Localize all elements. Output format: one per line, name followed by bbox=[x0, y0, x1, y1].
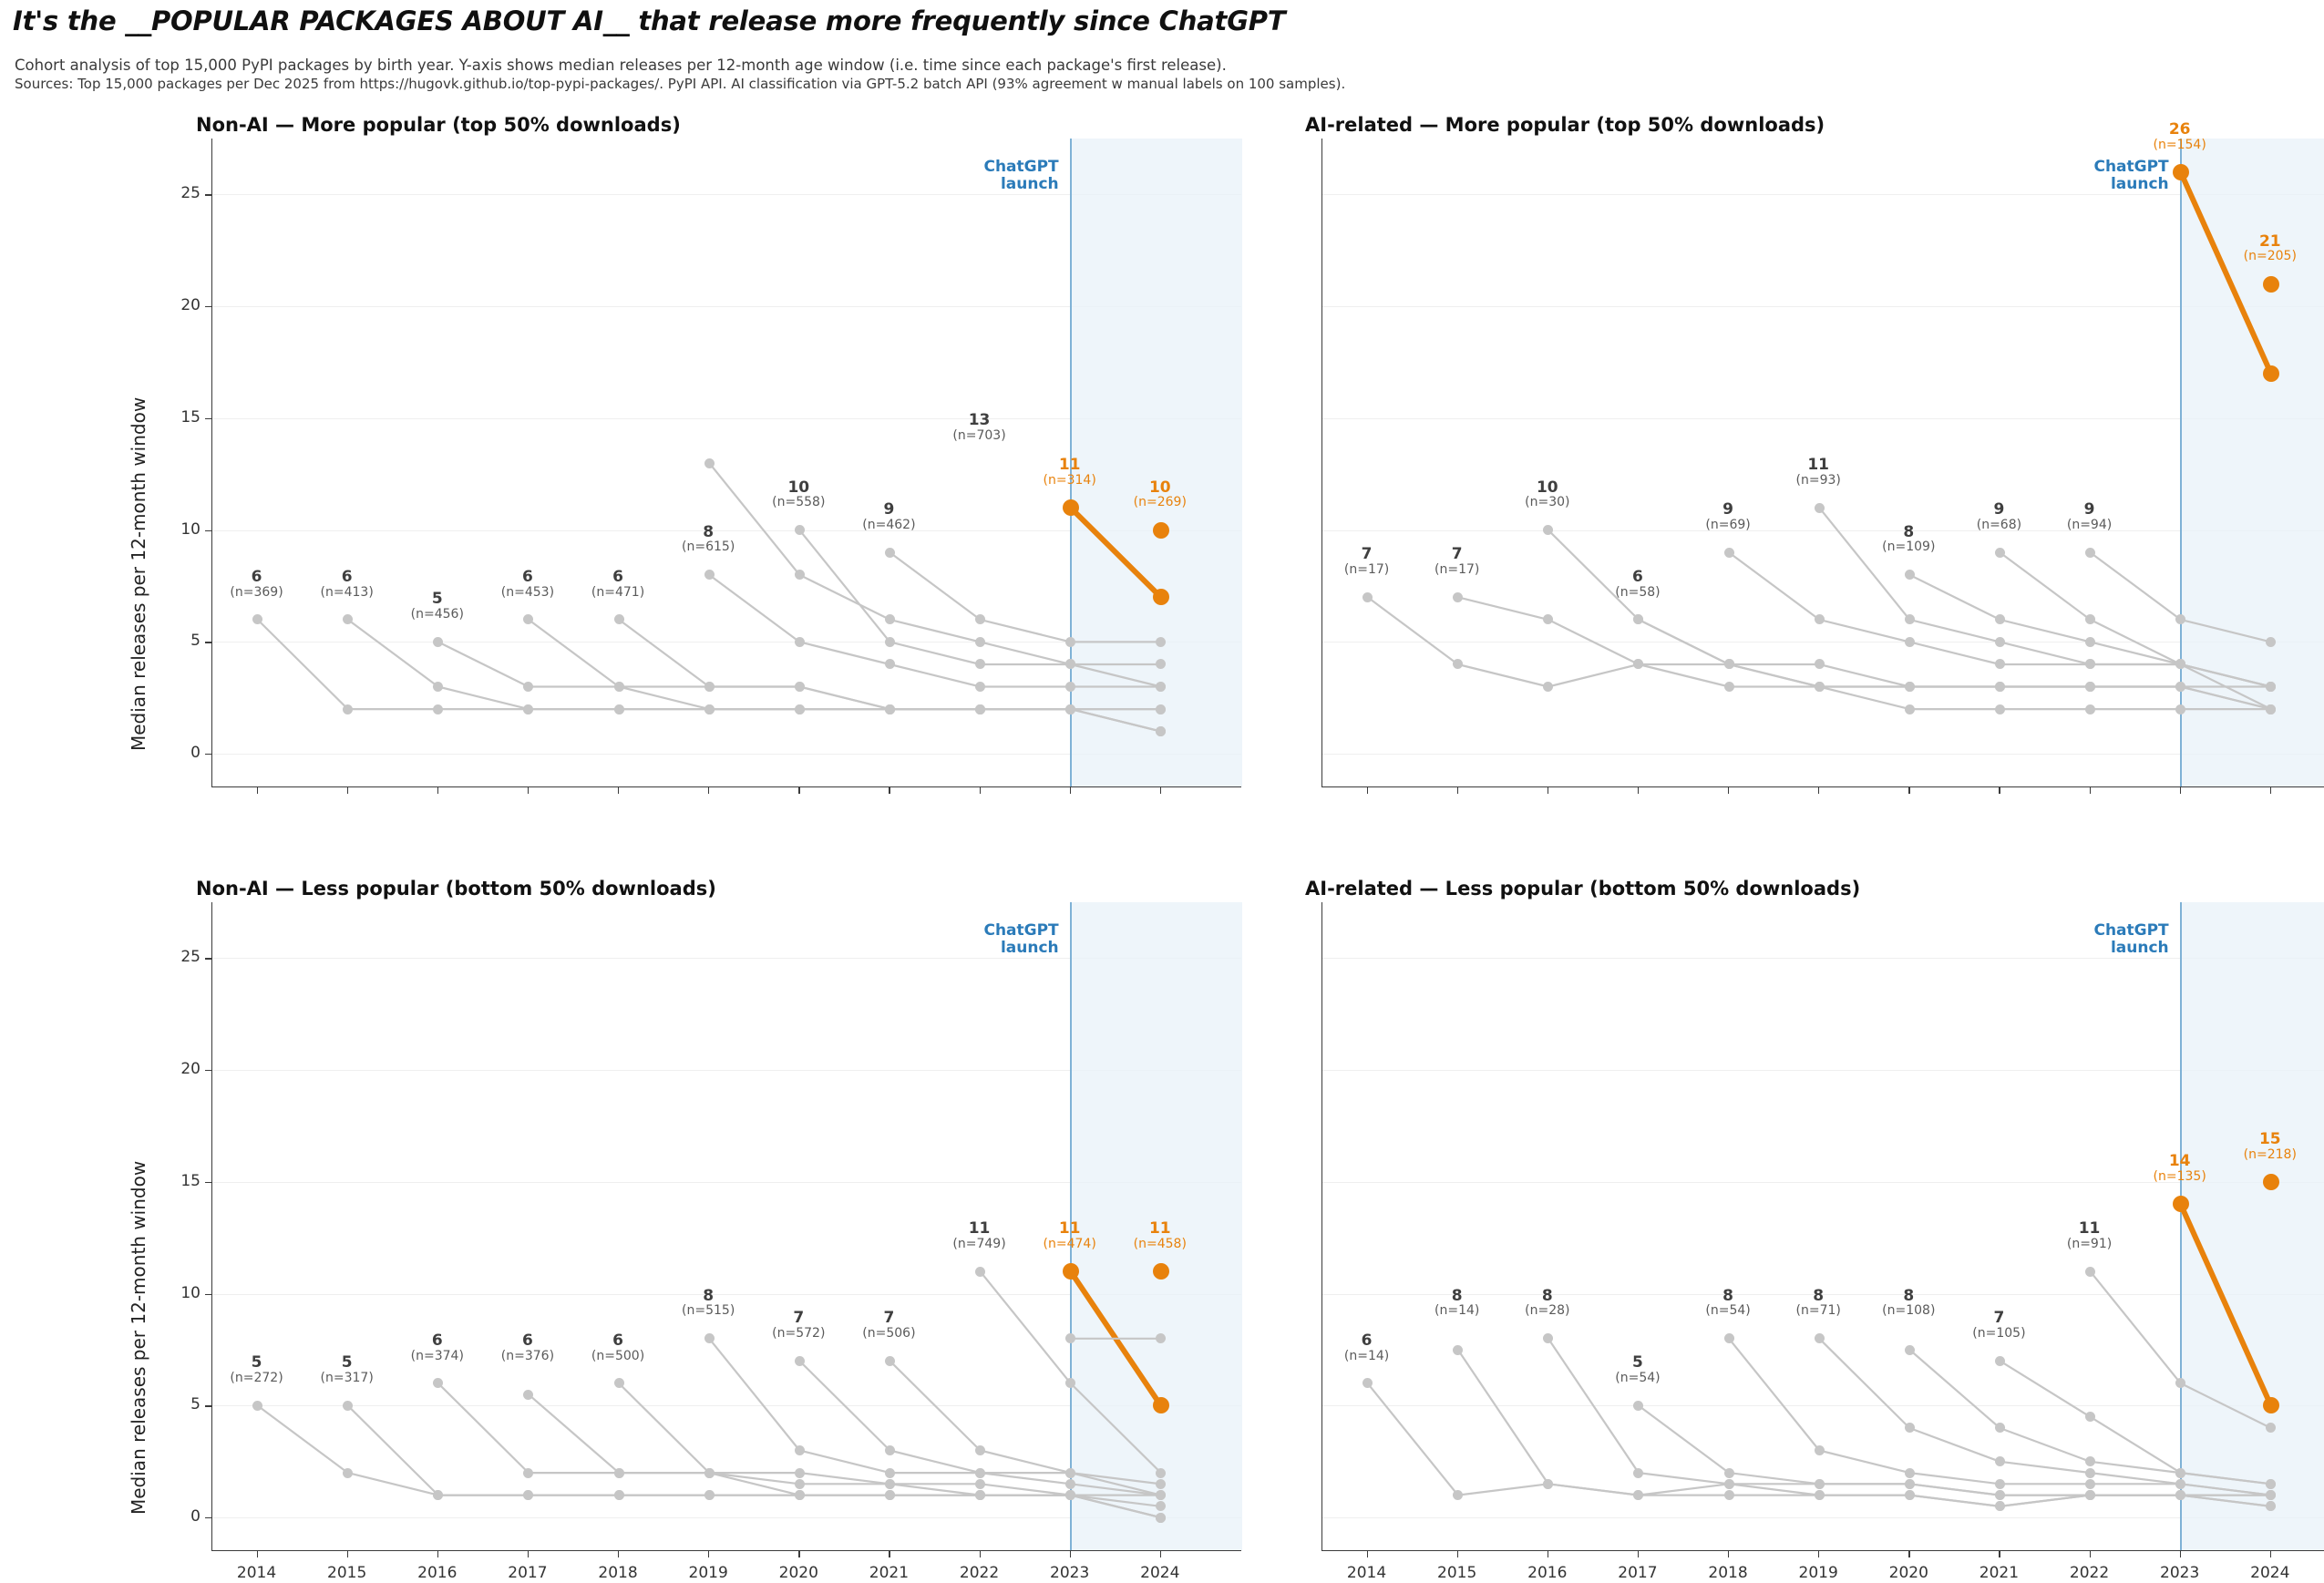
annotation-value: 6 bbox=[251, 567, 262, 586]
x-tick-label-2017: 2017 bbox=[508, 1564, 548, 1582]
x-tick-mark-2021 bbox=[1999, 1551, 2000, 1557]
cohort-line-4-7 bbox=[2000, 1361, 2270, 1484]
annotation-sample-size: (n=105) bbox=[1972, 1325, 2026, 1341]
data-point-4-3-3 bbox=[1905, 1479, 1915, 1489]
point-annotation-4-2021 bbox=[1972, 1310, 2025, 1341]
annotation-value: 6 bbox=[612, 1331, 623, 1350]
data-point-4-4-2 bbox=[1905, 1468, 1915, 1478]
x-tick-mark-2023 bbox=[2180, 1551, 2181, 1557]
data-point-4-8-0 bbox=[2085, 1267, 2095, 1277]
data-point-4-6-0 bbox=[1905, 1345, 1915, 1355]
annotation-sample-size: (n=109) bbox=[1882, 540, 1936, 555]
x-tick-label-2020: 2020 bbox=[1888, 1564, 1928, 1582]
chatgpt-label-line2: launch bbox=[1000, 175, 1059, 194]
chatgpt-launch-label bbox=[1989, 922, 2169, 957]
annotation-value: 11 bbox=[1058, 456, 1081, 475]
annotation-sample-size: (n=17) bbox=[1435, 561, 1480, 577]
data-point-4-1-4 bbox=[1815, 1490, 1825, 1500]
annotation-sample-size: (n=91) bbox=[2066, 1236, 2113, 1251]
subtitle-line-2: Sources: Top 15,000 packages per Dec 2025 from https://hugovk.github.io/top-pypi-packages/. PyPI API. AI classification via GPT-5.2 batch API (93% agreement w manual labels on 100 samples). bbox=[15, 76, 1346, 92]
annotation-value: 7 bbox=[1451, 545, 1463, 564]
annotation-value: 10 bbox=[787, 478, 810, 497]
annotation-sample-size: (n=28) bbox=[1525, 1303, 1570, 1319]
point-annotation-4-2015 bbox=[1435, 1288, 1479, 1319]
annotation-value: 7 bbox=[883, 1309, 895, 1328]
annotation-sample-size: (n=572) bbox=[772, 1325, 826, 1341]
annotation-sample-size: (n=506) bbox=[862, 1325, 916, 1341]
annotation-sample-size: (n=54) bbox=[1615, 1371, 1661, 1386]
x-tick-label-2018: 2018 bbox=[598, 1564, 638, 1582]
x-tick-label-2023: 2023 bbox=[1050, 1564, 1090, 1582]
annotation-value: 5 bbox=[251, 1353, 262, 1372]
data-point-4-9-0 bbox=[2173, 1196, 2189, 1212]
annotation-sample-size: (n=93) bbox=[1795, 472, 1841, 488]
annotation-sample-size: (n=453) bbox=[500, 584, 555, 600]
annotation-value: 11 bbox=[1058, 1219, 1081, 1239]
annotation-value: 5 bbox=[1632, 1353, 1643, 1372]
point-annotation-4-2017 bbox=[1615, 1354, 1660, 1385]
annotation-value: 11 bbox=[1807, 456, 1829, 475]
chatgpt-label-line1: ChatGPT bbox=[2093, 921, 2169, 940]
panel-title-2: AI-related — More popular (top 50% downloads) bbox=[1305, 114, 1825, 136]
annotation-value: 8 bbox=[703, 1286, 715, 1305]
annotation-sample-size: (n=456) bbox=[410, 607, 464, 622]
annotation-sample-size: (n=135) bbox=[2153, 1169, 2206, 1185]
annotation-value: 11 bbox=[968, 1219, 991, 1239]
point-annotation-4-2016 bbox=[1525, 1288, 1569, 1319]
annotation-sample-size: (n=749) bbox=[952, 1236, 1006, 1251]
data-point-4-3-4 bbox=[1995, 1490, 2005, 1500]
annotation-value: 9 bbox=[883, 500, 895, 519]
panel-title-3: Non-AI — Less popular (bottom 50% downloads) bbox=[196, 878, 716, 899]
y-tick-label-10: 10 bbox=[180, 519, 201, 539]
data-point-4-7-0 bbox=[1995, 1356, 2005, 1366]
annotation-value: 8 bbox=[1541, 1286, 1553, 1305]
y-tick-label-5: 5 bbox=[190, 632, 201, 651]
annotation-value: 6 bbox=[522, 567, 533, 586]
y-axis-label-1: Median releases per 12-month window bbox=[128, 396, 149, 751]
x-tick-label-2017: 2017 bbox=[1618, 1564, 1658, 1582]
y-tick-label-25: 25 bbox=[180, 948, 201, 967]
annotation-sample-size: (n=369) bbox=[230, 584, 283, 600]
chatgpt-label-line2: launch bbox=[1000, 939, 1059, 958]
annotation-value: 9 bbox=[2083, 500, 2095, 519]
point-annotation-4-2024 bbox=[2244, 1131, 2297, 1162]
point-annotation-4-2023 bbox=[2154, 1153, 2206, 1184]
annotation-sample-size: (n=317) bbox=[320, 1371, 374, 1386]
y-tick-label-0: 0 bbox=[190, 1507, 201, 1526]
cohort-line-4-9 bbox=[2181, 1204, 2271, 1405]
x-tick-mark-2019 bbox=[1818, 1551, 1819, 1557]
data-point-4-4-3 bbox=[1995, 1479, 2005, 1489]
data-point-4-4-0 bbox=[1724, 1333, 1734, 1343]
x-tick-mark-2024 bbox=[2270, 1551, 2271, 1557]
annotation-value: 8 bbox=[1903, 522, 1915, 541]
y-tick-label-10: 10 bbox=[180, 1283, 201, 1302]
x-tick-mark-2017 bbox=[1638, 1551, 1639, 1557]
x-tick-mark-2020 bbox=[1908, 1551, 1909, 1557]
panel-title-4: AI-related — Less popular (bottom 50% downloads) bbox=[1305, 878, 1861, 899]
y-tick-label-25: 25 bbox=[180, 184, 201, 203]
y-tick-label-0: 0 bbox=[190, 744, 201, 763]
annotation-value: 10 bbox=[1148, 478, 1171, 497]
data-point-4-2-2 bbox=[1724, 1479, 1734, 1489]
annotation-sample-size: (n=374) bbox=[410, 1348, 464, 1363]
y-tick-label-20: 20 bbox=[180, 296, 201, 315]
chatgpt-label-line2: launch bbox=[2110, 939, 2169, 958]
annotation-value: 7 bbox=[793, 1309, 805, 1328]
x-tick-label-2019: 2019 bbox=[688, 1564, 728, 1582]
annotation-sample-size: (n=462) bbox=[862, 517, 916, 532]
data-point-4-1-0 bbox=[1453, 1345, 1463, 1355]
point-annotation-4-2020 bbox=[1882, 1288, 1935, 1319]
data-point-4-3-2 bbox=[1815, 1479, 1825, 1489]
annotation-sample-size: (n=218) bbox=[2243, 1146, 2297, 1162]
annotation-sample-size: (n=17) bbox=[1343, 561, 1390, 577]
annotation-value: 8 bbox=[703, 522, 715, 541]
y-tick-label-15: 15 bbox=[180, 407, 201, 427]
annotation-sample-size: (n=69) bbox=[1705, 517, 1751, 532]
data-point-4-1-5 bbox=[1905, 1490, 1915, 1500]
chatgpt-label-line1: ChatGPT bbox=[983, 921, 1059, 940]
annotation-value: 21 bbox=[2258, 231, 2281, 251]
annotation-value: 8 bbox=[1722, 1286, 1733, 1305]
annotation-value: 9 bbox=[1993, 500, 2005, 519]
annotation-sample-size: (n=515) bbox=[682, 1303, 735, 1319]
data-point-4-2-1 bbox=[1633, 1468, 1643, 1478]
data-point-4-7-2 bbox=[2175, 1468, 2185, 1478]
x-tick-label-2014: 2014 bbox=[1346, 1564, 1387, 1582]
annotation-sample-size: (n=474) bbox=[1043, 1236, 1096, 1251]
annotation-value: 6 bbox=[522, 1331, 533, 1350]
annotation-value: 11 bbox=[1148, 1219, 1171, 1239]
x-tick-label-2018: 2018 bbox=[1708, 1564, 1748, 1582]
annotation-sample-size: (n=269) bbox=[1133, 495, 1187, 510]
annotation-sample-size: (n=458) bbox=[1133, 1236, 1187, 1251]
data-point-4-4-4 bbox=[2085, 1479, 2095, 1489]
annotation-sample-size: (n=30) bbox=[1525, 495, 1570, 510]
x-tick-label-2016: 2016 bbox=[417, 1564, 458, 1582]
x-tick-label-2015: 2015 bbox=[327, 1564, 367, 1582]
annotation-sample-size: (n=413) bbox=[320, 584, 374, 600]
data-point-4-5-3 bbox=[2085, 1468, 2095, 1478]
annotation-sample-size: (n=376) bbox=[500, 1348, 555, 1363]
cohort-line-4-1 bbox=[1458, 1350, 2271, 1506]
annotation-sample-size: (n=58) bbox=[1615, 584, 1661, 600]
annotation-value: 14 bbox=[2168, 1152, 2191, 1171]
annotation-sample-size: (n=500) bbox=[591, 1348, 645, 1363]
x-tick-label-2021: 2021 bbox=[869, 1564, 910, 1582]
annotation-value: 10 bbox=[1536, 478, 1558, 497]
data-point-4-5-0 bbox=[1815, 1333, 1825, 1343]
annotation-sample-size: (n=14) bbox=[1343, 1348, 1390, 1363]
annotation-value: 5 bbox=[431, 590, 443, 609]
x-tick-label-2021: 2021 bbox=[1979, 1564, 2020, 1582]
chatgpt-label-line1: ChatGPT bbox=[2093, 158, 2169, 176]
x-tick-label-2015: 2015 bbox=[1437, 1564, 1477, 1582]
annotation-sample-size: (n=272) bbox=[230, 1371, 283, 1386]
annotation-sample-size: (n=558) bbox=[772, 495, 826, 510]
annotation-value: 6 bbox=[1632, 567, 1643, 586]
y-tick-label-5: 5 bbox=[190, 1395, 201, 1414]
page-title: It's the __POPULAR PACKAGES ABOUT AI__ that release more frequently since ChatGPT bbox=[13, 5, 1286, 36]
x-tick-label-2024: 2024 bbox=[2250, 1564, 2290, 1582]
annotation-sample-size: (n=615) bbox=[682, 540, 735, 555]
x-tick-label-2016: 2016 bbox=[1527, 1564, 1568, 1582]
annotation-value: 7 bbox=[1361, 545, 1373, 564]
annotation-sample-size: (n=471) bbox=[591, 584, 645, 600]
point-annotation-4-2018 bbox=[1705, 1288, 1750, 1319]
panel-title-1: Non-AI — More popular (top 50% downloads) bbox=[196, 114, 681, 136]
point-annotation-4-2019 bbox=[1796, 1288, 1841, 1319]
data-point-4-4-1 bbox=[1815, 1445, 1825, 1455]
y-tick-label-20: 20 bbox=[180, 1060, 201, 1079]
x-tick-label-2023: 2023 bbox=[2160, 1564, 2200, 1582]
point-annotation-4-2014 bbox=[1344, 1332, 1389, 1363]
x-tick-label-2022: 2022 bbox=[2069, 1564, 2110, 1582]
annotation-sample-size: (n=14) bbox=[1435, 1303, 1480, 1319]
annotation-value: 11 bbox=[2078, 1219, 2101, 1239]
subtitle-line-1: Cohort analysis of top 15,000 PyPI packages by birth year. Y-axis shows median releases per 12-month age window (i.e. time since each package's first release). bbox=[15, 57, 1227, 74]
x-tick-mark-2022 bbox=[2090, 1551, 2091, 1557]
x-tick-mark-2018 bbox=[1728, 1551, 1729, 1557]
point-annotation-4-2022 bbox=[2067, 1220, 2112, 1251]
data-point-4-5-4 bbox=[2175, 1479, 2185, 1489]
annotation-value: 9 bbox=[1722, 500, 1733, 519]
annotation-sample-size: (n=108) bbox=[1882, 1303, 1936, 1319]
annotation-value: 13 bbox=[968, 411, 991, 429]
annotation-sample-size: (n=154) bbox=[2153, 137, 2206, 152]
y-axis-label-3: Median releases per 12-month window bbox=[128, 1160, 149, 1515]
annotation-value: 8 bbox=[1813, 1286, 1825, 1305]
y-tick-label-15: 15 bbox=[180, 1171, 201, 1190]
x-tick-label-2014: 2014 bbox=[236, 1564, 277, 1582]
annotation-value: 6 bbox=[612, 567, 623, 586]
cohort-line-4-5 bbox=[1819, 1339, 2271, 1496]
x-tick-mark-2014 bbox=[1367, 1551, 1368, 1557]
annotation-sample-size: (n=703) bbox=[952, 427, 1006, 443]
annotation-value: 15 bbox=[2258, 1129, 2281, 1148]
x-tick-mark-2015 bbox=[1457, 1551, 1458, 1557]
annotation-sample-size: (n=68) bbox=[1976, 517, 2022, 532]
data-point-4-3-1 bbox=[1724, 1468, 1734, 1478]
plot-area-4 bbox=[1321, 902, 2324, 1551]
annotation-value: 26 bbox=[2168, 119, 2191, 139]
annotation-value: 6 bbox=[431, 1331, 443, 1350]
annotation-sample-size: (n=205) bbox=[2243, 249, 2297, 264]
annotation-value: 8 bbox=[1903, 1286, 1915, 1305]
data-point-4-10-0 bbox=[2263, 1174, 2279, 1190]
annotation-sample-size: (n=71) bbox=[1795, 1303, 1841, 1319]
x-tick-label-2019: 2019 bbox=[1798, 1564, 1838, 1582]
x-tick-label-2020: 2020 bbox=[778, 1564, 818, 1582]
annotation-value: 6 bbox=[1361, 1331, 1373, 1350]
annotation-sample-size: (n=94) bbox=[2066, 517, 2113, 532]
chatgpt-label-line1: ChatGPT bbox=[983, 158, 1059, 176]
annotation-sample-size: (n=54) bbox=[1705, 1303, 1751, 1319]
annotation-value: 7 bbox=[1993, 1309, 2005, 1328]
annotation-value: 6 bbox=[341, 567, 353, 586]
annotation-sample-size: (n=314) bbox=[1043, 472, 1096, 488]
x-tick-label-2024: 2024 bbox=[1140, 1564, 1180, 1582]
annotation-value: 5 bbox=[341, 1353, 353, 1372]
data-point-4-0-4 bbox=[1724, 1490, 1734, 1500]
x-tick-label-2022: 2022 bbox=[959, 1564, 1000, 1582]
annotation-value: 8 bbox=[1451, 1286, 1463, 1305]
chatgpt-label-line2: launch bbox=[2110, 175, 2169, 194]
